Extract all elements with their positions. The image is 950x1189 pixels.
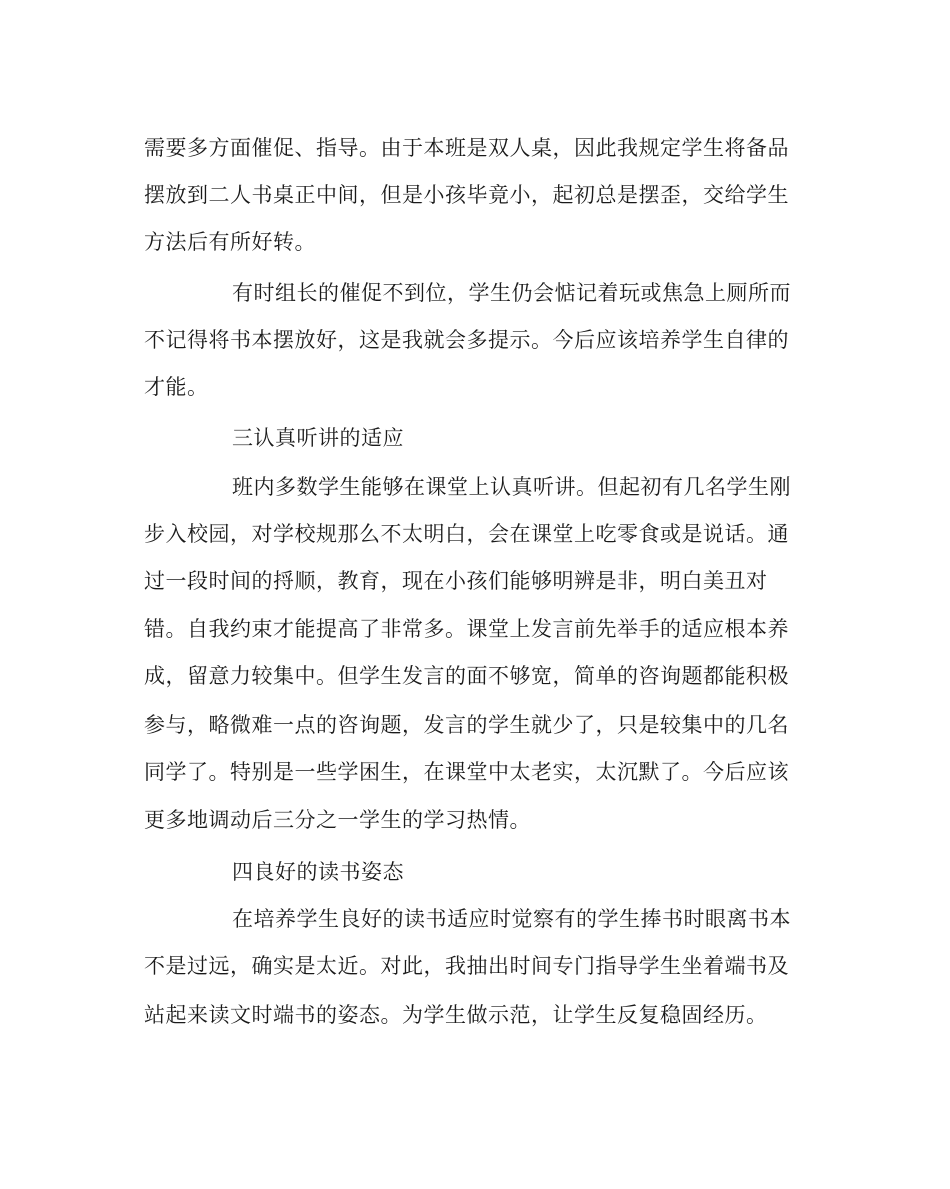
paragraph-first-line: 在培养学生良好的读书适应时觉察有的学生捧书时眼离书本 [232,907,791,931]
paragraph-first-line: 有时组长的催促不到位，学生仍会惦记着玩或焦急上厕所而 [232,281,791,305]
text-line: 错。自我约束才能提高了非常多。课堂上发言前先举手的适应根本养 [144,617,789,641]
text-line: 成，留意力较集中。但学生发言的面不够宽，简单的咨询题都能积极 [144,664,789,688]
text-line: 步入校园，对学校规那么不太明白，会在课堂上吃零食或是说话。通 [144,522,789,546]
text-line: 需要多方面催促、指导。由于本班是双人桌，因此我规定学生将备品 [144,136,789,160]
section-heading: 四良好的读书姿态 [232,860,404,884]
text-line: 方法后有所好转。 [144,230,316,254]
text-line: 过一段时间的捋顺，教育，现在小孩们能够明辨是非，明白美丑对 [144,569,768,593]
text-line: 同学了。特别是一些学困生，在课堂中太老实，太沉默了。今后应该 [144,760,789,784]
text-line: 站起来读文时端书的姿态。为学生做示范，让学生反复稳固经历。 [144,1003,768,1027]
text-line: 才能。 [144,375,209,399]
text-line: 不记得将书本摆放好，这是我就会多提示。今后应该培养学生自律的 [144,328,789,352]
text-line: 不是过远，确实是太近。对此，我抽出时间专门指导学生坐着端书及 [144,954,789,978]
text-line: 参与，略微难一点的咨询题，发言的学生就少了，只是较集中的几名 [144,713,789,737]
section-heading: 三认真听讲的适应 [232,426,404,450]
text-line: 更多地调动后三分之一学生的学习热情。 [144,808,531,832]
paragraph-first-line: 班内多数学生能够在课堂上认真听讲。但起初有几名学生刚 [232,475,791,499]
text-line: 摆放到二人书桌正中间，但是小孩毕竟小，起初总是摆歪，交给学生 [144,183,789,207]
